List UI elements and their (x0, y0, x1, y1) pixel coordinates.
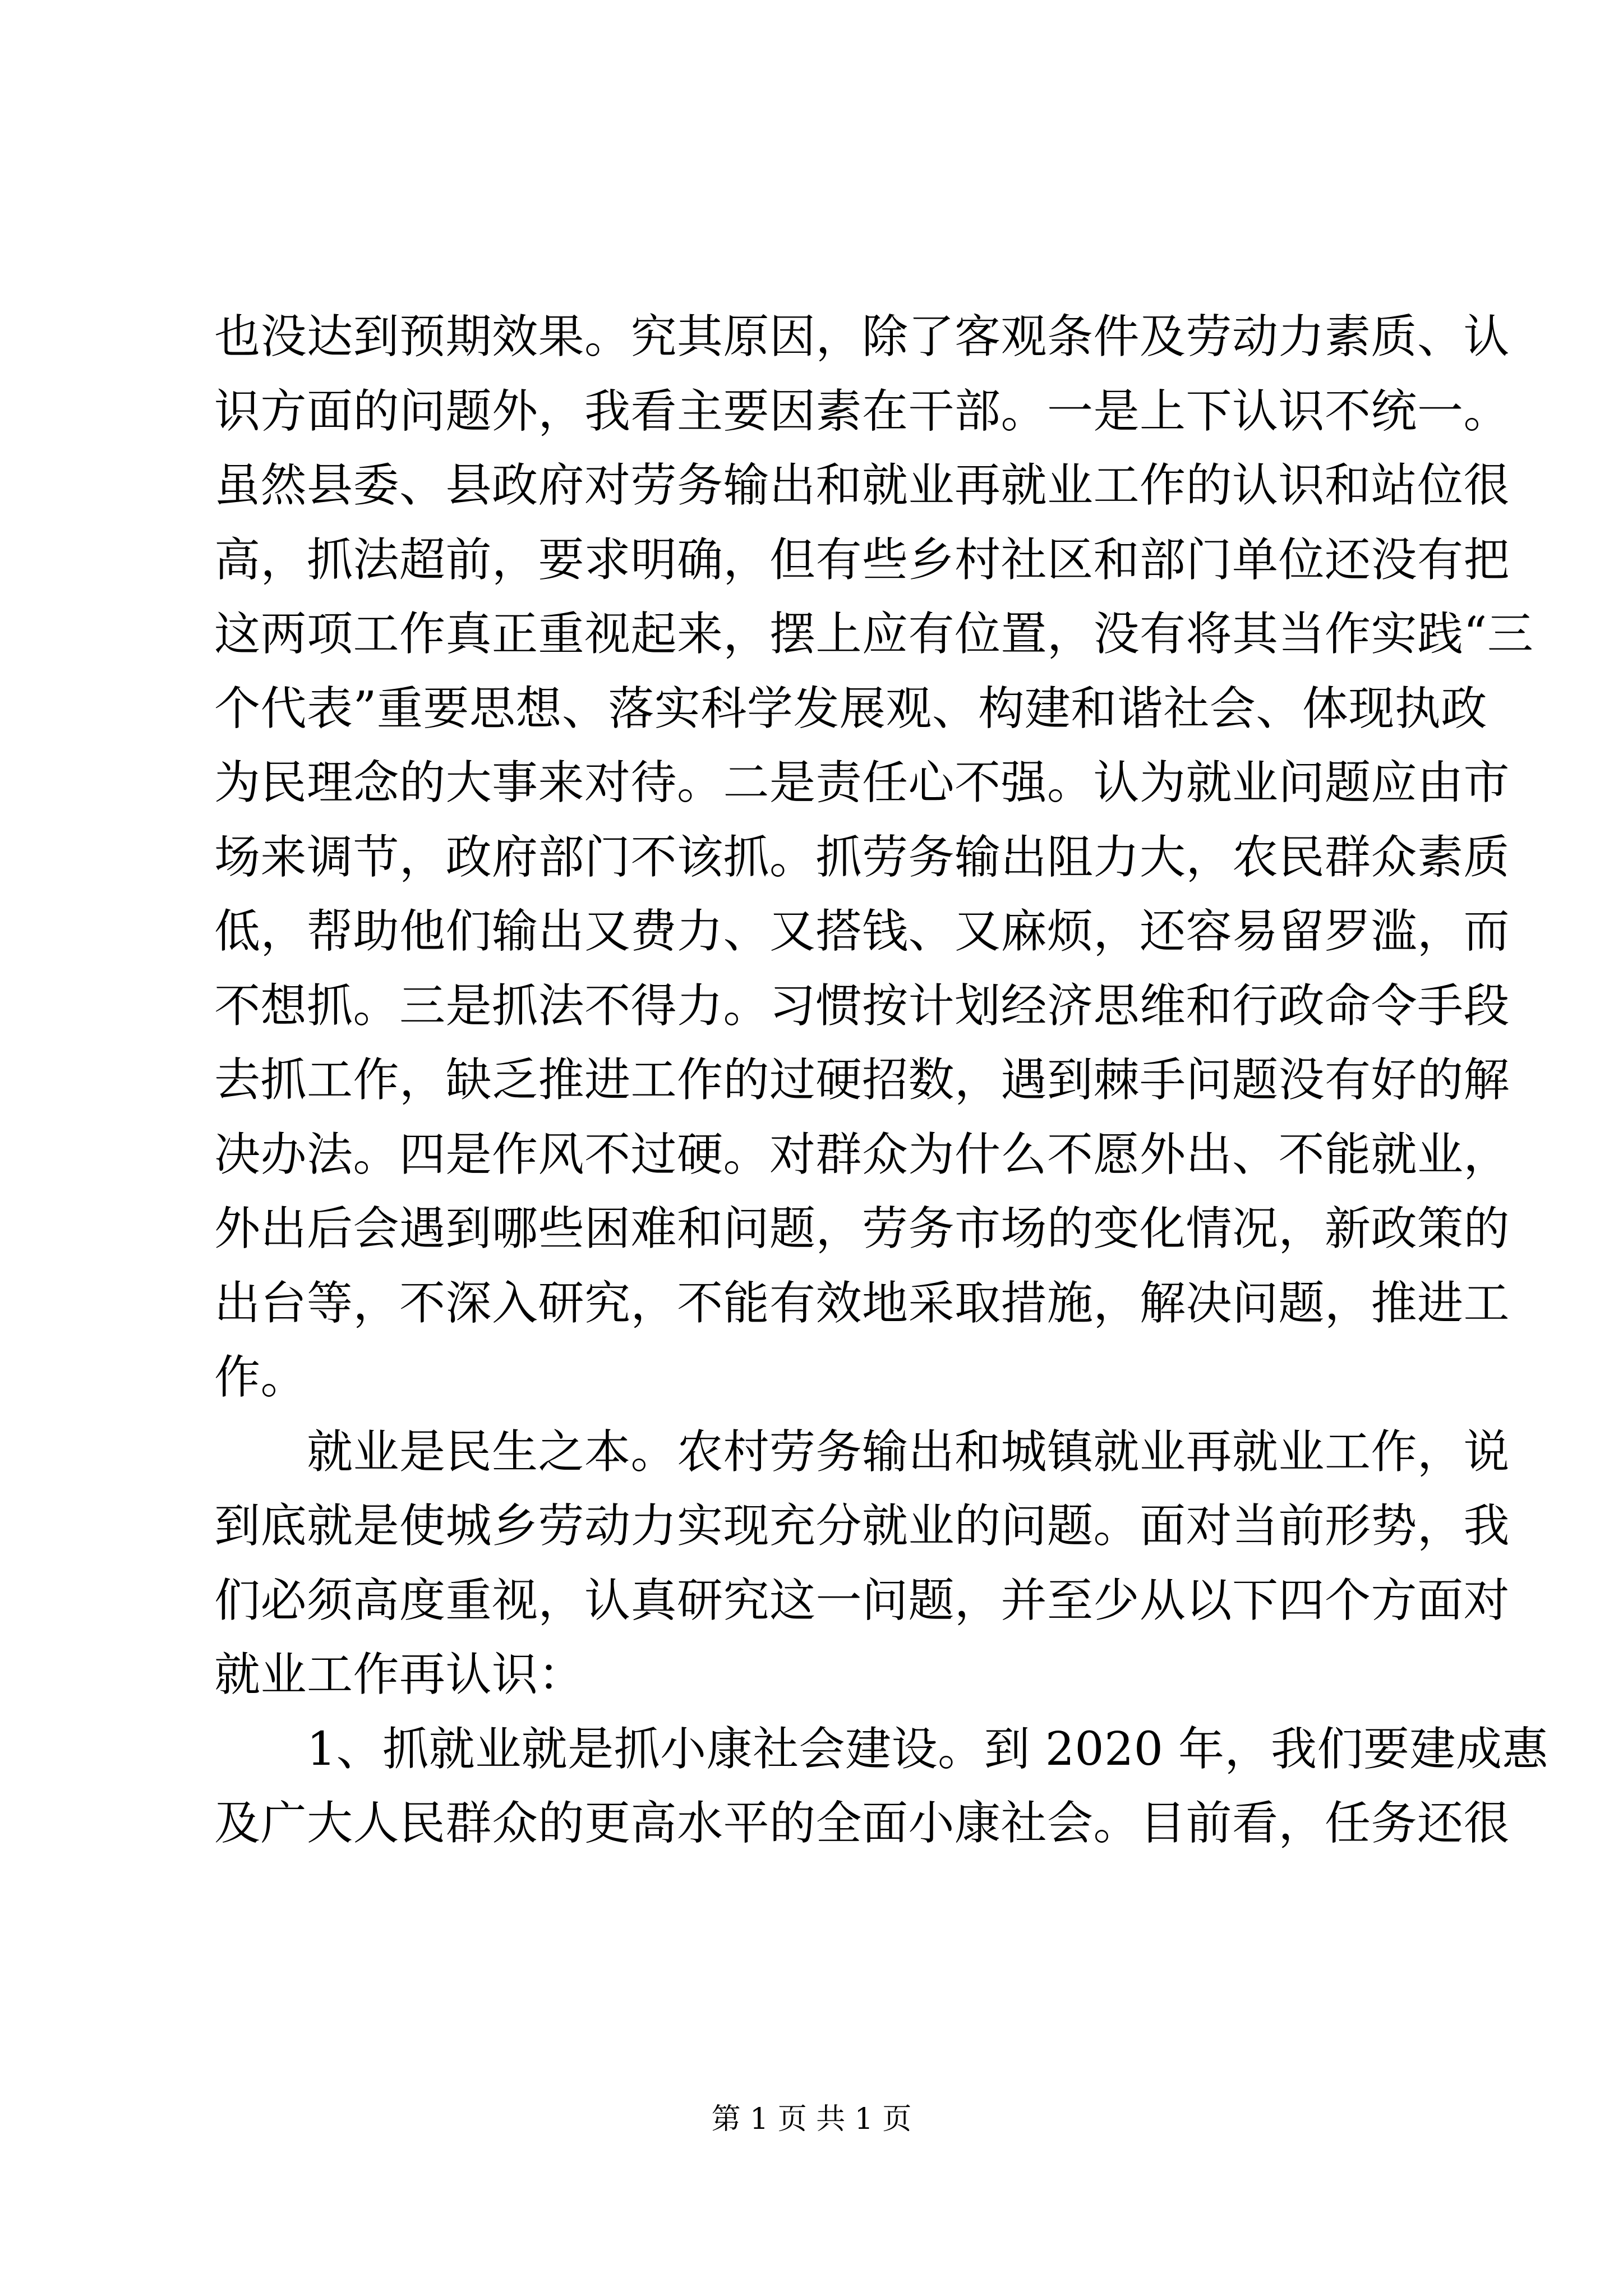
page-footer: 第 1 页 共 1 页 (711, 2102, 912, 2136)
text-line: 为民理念的大事来对待。二是责任心不强。认为就业问题应由市 (214, 756, 1510, 809)
body-text (214, 300, 1548, 1861)
text-line: 识方面的问题外，我看主要因素在干部。一是上下认识不统一。 (214, 384, 1510, 438)
text-line: 也没达到预期效果。究其原因，除了客观条件及劳动力素质、认 (214, 310, 1510, 364)
text-line: 这两项工作真正重视起来，摆上应有位置，没有将其当作实践“三 (214, 608, 1534, 661)
text-line: 出台等，不深入研究，不能有效地采取措施，解决问题，推进工 (214, 1276, 1510, 1330)
text-line: 就业是民生之本。农村劳务输出和城镇就业再就业工作，说 (214, 1425, 1510, 1479)
text-line: 场来调节，政府部门不该抓。抓劳务输出阻力大，农民群众素质 (214, 830, 1510, 884)
text-line: 不想抓。三是抓法不得力。习惯按计划经济思维和行政命令手段 (214, 979, 1510, 1033)
text-line: 外出后会遇到哪些困难和问题，劳务市场的变化情况，新政策的 (214, 1202, 1510, 1255)
text-line: 到底就是使城乡劳动力实现充分就业的问题。面对当前形势，我 (214, 1499, 1510, 1553)
text-line: 个代表”重要思想、落实科学发展观、构建和谐社会、体现执政 (214, 682, 1487, 735)
text-line: 决办法。四是作风不过硬。对群众为什么不愿外出、不能就业， (214, 1128, 1510, 1181)
text-line: 1、抓就业就是抓小康社会建设。到 2020 年，我们要建成惠 (214, 1722, 1548, 1776)
text-line: 就业工作再认识： (214, 1648, 585, 1701)
text-line: 低，帮助他们输出又费力、又搭钱、又麻烦，还容易留罗滥，而 (214, 905, 1510, 958)
text-line: 及广大人民群众的更高水平的全面小康社会。目前看，任务还很 (214, 1797, 1510, 1850)
text-line: 作。 (214, 1351, 307, 1404)
text-line: 高，抓法超前，要求明确，但有些乡村社区和部门单位还没有把 (214, 533, 1510, 587)
text-line: 去抓工作，缺乏推进工作的过硬招数，遇到棘手问题没有好的解 (214, 1053, 1510, 1107)
text-line: 虽然县委、县政府对劳务输出和就业再就业工作的认识和站位很 (214, 459, 1510, 512)
text-line: 们必须高度重视，认真研究这一问题，并至少从以下四个方面对 (214, 1573, 1510, 1627)
